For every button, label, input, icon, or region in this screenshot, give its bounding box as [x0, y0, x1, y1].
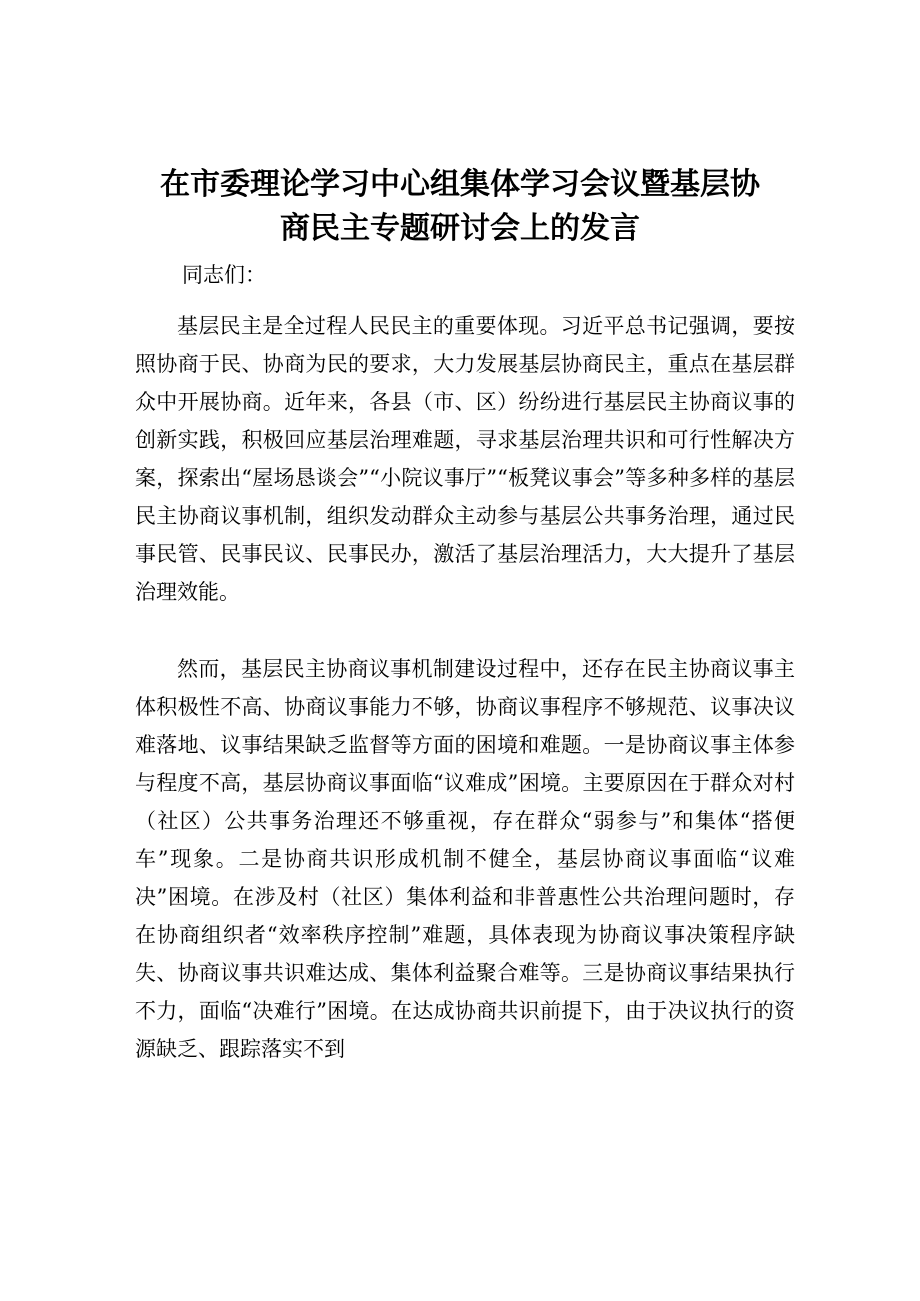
title-line-1: 在市委理论学习中心组集体学习会议暨基层协 [160, 167, 760, 202]
salutation: 同志们： [182, 263, 266, 287]
paragraph-1: 基层民主是全过程人民民主的重要体现。习近平总书记强调，要按照协商于民、协商为民的要求，大力发展基层协商民主，重点在基层群众中开展协商。近年来，各县（市、区）纷纷进行基层民主协商议事的创新实践，积极回应基层治理难题，寻求基层治理共识和可行性解决方案，探索出“屋场恳谈会”“小院议事厅”“板凳议事会”等多种多样的基层民主协商议事机制，组织发动群众主动参与基层公共事务治理，通过民事民管、民事民议、民事民办，激活了基层治理活力，大大提升了基层治理效能。 [135, 314, 795, 604]
title-line-2: 商民主专题研讨会上的发言 [280, 211, 640, 246]
document-title [100, 163, 820, 251]
paragraph-2: 然而，基层民主协商议事机制建设过程中，还存在民主协商议事主体积极性不高、协商议事能力不够，协商议事程序不够规范、议事决议难落地、议事结果缺乏监督等方面的困境和难题。一是协商议事主体参与程度不高，基层协商议事面临“议难成”困境。主要原因在于群众对村（社区）公共事务治理还不够重视，存在群众“弱参与”和集体“搭便车”现象。二是协商共识形成机制不健全，基层协商议事面临“议难决”困境。在涉及村（社区）集体利益和非普惠性公共治理问题时，存在协商组织者“效率秩序控制”难题，具体表现为协商议事决策程序缺失、协商议事共识难达成、集体利益聚合难等。三是协商议事结果执行不力，面临“决难行”困境。在达成协商共识前提下，由于决议执行的资源缺乏、跟踪落实不到 [135, 657, 795, 1061]
